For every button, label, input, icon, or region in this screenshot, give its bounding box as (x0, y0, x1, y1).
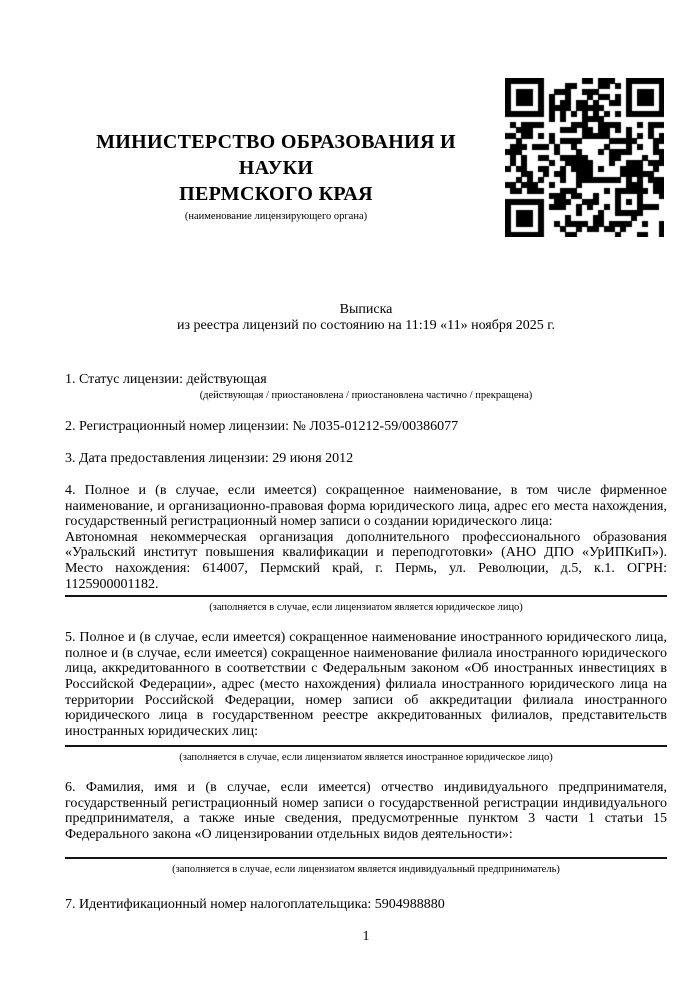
ministry-name-line2: ПЕРМСКОГО КРАЯ (179, 183, 373, 205)
qr-code-icon (505, 78, 664, 237)
grant-date-line: 3. Дата предоставления лицензии: 29 июня 2012 (65, 451, 354, 467)
document-title-block (65, 302, 667, 333)
foreign-entity-caption: (заполняется в случае, если лицензиатом является иностранное юридическое лицо) (179, 752, 553, 764)
taxpayer-inn-line: 7. Идентификационный номер налогоплательщика: 5904988880 (65, 896, 445, 912)
legal-entity-field-rule (65, 595, 667, 597)
individual-entrepreneur-label: 6. Фамилия, имя и (в случае, если имеется) отчество индивидуального предпринимателя, государственный регистрационный номер записи о государственной регистрации индивидуального предпринимателя, а также иные сведения, предусмотренные пунктом 3 части 1 статьи 15 Федерального закона «О лицензировании отдельных видов деятельности»: (65, 780, 667, 843)
individual-entrepreneur-field-rule (65, 857, 667, 859)
individual-entrepreneur-caption: (заполняется в случае, если лицензиатом является индивидуальный предприниматель) (172, 863, 560, 875)
page-number: 1 (362, 929, 370, 944)
foreign-entity-field-rule (65, 745, 667, 747)
ministry-name-line1: МИНИСТЕРСТВО ОБРАЗОВАНИЯ И НАУКИ (96, 131, 456, 179)
legal-entity-value: Автономная некоммерческая организация дополнительного профессионального образования «Уральский институт повышения квалификации и переподготовки» (АНО ДПО «УрИПКиП»). Место нахождения: 614007, Пермский край, г. Пермь, ул. Революции, д.5, к.1. ОГРН: 1125900001182. (65, 529, 667, 592)
registration-number-line: 2. Регистрационный номер лицензии: № Л035-01212-59/00386077 (65, 418, 459, 434)
document-subtitle: из реестра лицензий по состоянию на 11:19 «11» ноября 2025 г. (177, 317, 555, 333)
legal-entity-label: 4. Полное и (в случае, если имеется) сокращенное наименование, в том числе фирменное наименование, и организационно-правовая форма юридического лица, адрес его места нахождения, государственный регистрационный номер записи о создании юридического лица: (65, 482, 667, 530)
document-body (65, 302, 667, 912)
licensing-authority-caption: (наименование лицензирующего органа) (184, 211, 368, 222)
foreign-entity-label: 5. Полное и (в случае, если имеется) сокращенное наименование иностранного юридического лица, полное и (в случае, если имеется) сокращенное наименование филиала иностранного юридического лица, аккредитованного в соответствии с Федеральным законом «Об иностранных инвестициях в Российской Федерации», адрес (место нахождения) филиала иностранного юридического лица на территории Российской Федерации, номер записи об аккредитации филиала иностранного юридического лица в государственном реестре аккредитованных филиалов, представительств иностранных юридических лиц: (65, 630, 667, 739)
license-status-options-caption: (действующая / приостановлена / приостановлена частично / прекращена) (199, 389, 533, 401)
legal-entity-caption: (заполняется в случае, если лицензиатом является юридическое лицо) (209, 602, 523, 614)
document-title: Выписка (339, 302, 393, 317)
licensing-authority-block (65, 129, 487, 223)
license-status-line: 1. Статус лицензии: действующая (65, 372, 267, 388)
